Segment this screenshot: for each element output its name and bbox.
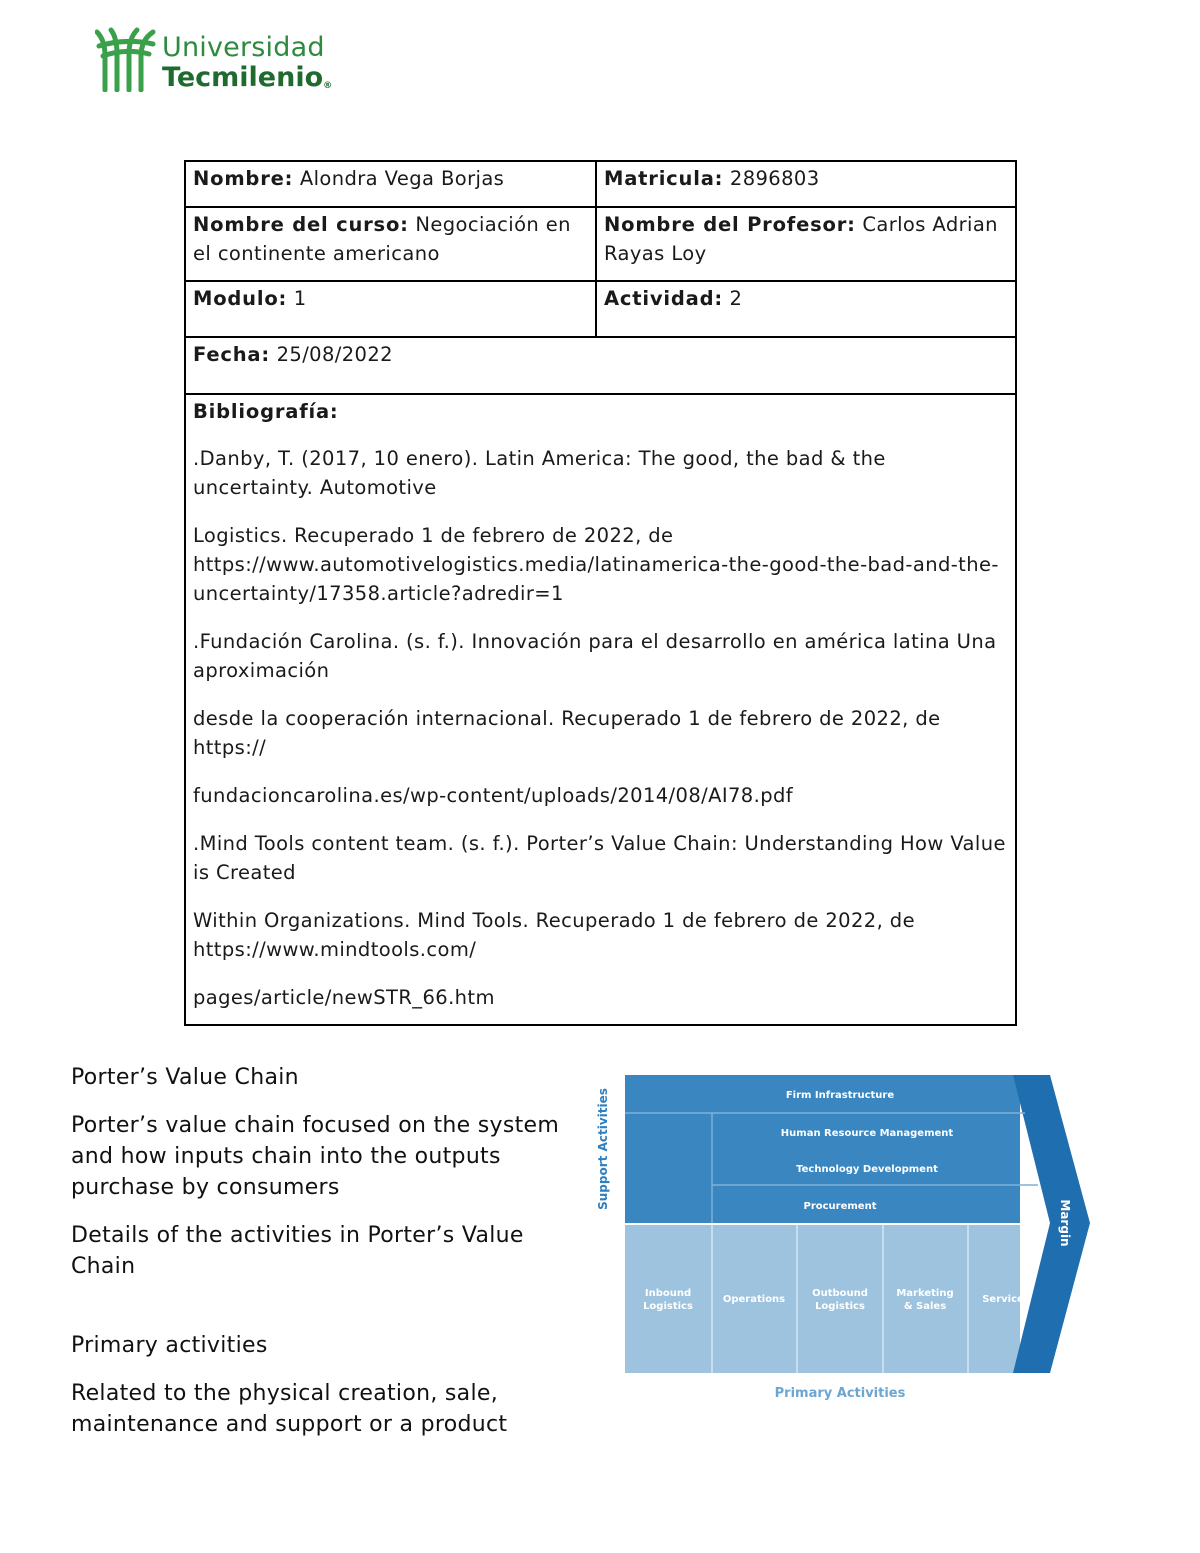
- support-procurement: Procurement: [803, 1201, 877, 1212]
- bib-entry: Within Organizations. Mind Tools. Recuperado 1 de febrero de 2022, de https://www.mindtools.com/: [193, 909, 915, 961]
- fecha-label: Fecha:: [193, 343, 270, 366]
- matricula-label: Matricula:: [604, 167, 724, 190]
- primary-marketing-1: Marketing: [896, 1288, 954, 1299]
- support-human-resource: Human Resource Management: [780, 1128, 954, 1139]
- fecha-value: 25/08/2022: [276, 343, 393, 366]
- paragraph: Related to the physical creation, sale, maintenance and support or a product: [71, 1381, 508, 1437]
- nombre-label: Nombre:: [193, 167, 294, 190]
- curso-label: Nombre del curso:: [193, 213, 409, 236]
- actividad-value: 2: [729, 287, 743, 310]
- primary-marketing-2: & Sales: [903, 1301, 947, 1312]
- modulo-cell: [185, 281, 596, 337]
- primary-activities-label: Primary Activities: [774, 1386, 906, 1401]
- bib-entry: Logistics. Recuperado 1 de febrero de 2022, de https://www.automotivelogistics.media/latinamerica-the-good-the-bad-and-the-uncertainty/17358.article?adredir=1: [193, 524, 999, 605]
- section-heading: Porter’s Value Chain: [71, 1065, 299, 1090]
- actividad-cell: [596, 281, 1016, 337]
- paragraph: Porter’s value chain focused on the system and how inputs chain into the outputs purchase by consumers: [71, 1113, 560, 1200]
- student-info-table: [184, 160, 1017, 1026]
- primary-inbound-1: Inbound: [644, 1288, 692, 1299]
- profesor-label: Nombre del Profesor:: [604, 213, 856, 236]
- value-chain-diagram: [595, 1075, 1095, 1405]
- margin-label: Margin: [1058, 1199, 1072, 1247]
- nombre-value: Alondra Vega Borjas: [299, 167, 505, 190]
- modulo-label: Modulo:: [193, 287, 288, 310]
- logo-leaf-icon: [95, 26, 157, 92]
- paragraph: Primary activities: [71, 1333, 268, 1358]
- bib-entry: fundacioncarolina.es/wp-content/uploads/2014/08/AI78.pdf: [193, 784, 794, 807]
- fecha-cell: [185, 337, 1016, 394]
- matricula-value: 2896803: [729, 167, 820, 190]
- value-chain-svg: [595, 1075, 1095, 1405]
- bib-entry: desde la cooperación internacional. Recuperado 1 de febrero de 2022, de https://: [193, 707, 941, 759]
- bibliografia-label: Bibliografía:: [193, 400, 339, 423]
- modulo-value: 1: [293, 287, 307, 310]
- profesor-cell: [596, 207, 1016, 281]
- primary-outbound-2: Logistics: [815, 1301, 865, 1312]
- bibliografia-cell: [185, 394, 1016, 1025]
- primary-operations: Operations: [722, 1294, 786, 1305]
- logo-line-1: Universidad: [162, 32, 325, 63]
- curso-cell: [185, 207, 596, 281]
- support-technology: Technology Development: [796, 1164, 938, 1175]
- primary-inbound-2: Logistics: [643, 1301, 693, 1312]
- support-firm-infrastructure: Firm Infrastructure: [785, 1090, 895, 1101]
- primary-service: Service: [982, 1294, 1024, 1305]
- support-activities-label: Support Activities: [596, 1088, 610, 1210]
- bib-entry: .Danby, T. (2017, 10 enero). Latin America: The good, the bad & the uncertainty. Automotive: [193, 447, 886, 499]
- primary-block: [625, 1225, 1020, 1373]
- paragraph: Details of the activities in Porter’s Value Chain: [71, 1223, 524, 1279]
- nombre-cell: [185, 161, 596, 207]
- actividad-label: Actividad:: [604, 287, 723, 310]
- bib-entry: .Fundación Carolina. (s. f.). Innovación para el desarrollo en américa latina Una aproximación: [193, 630, 997, 682]
- logo-line-2: Tecmilenio®: [162, 62, 333, 93]
- bib-entry: .Mind Tools content team. (s. f.). Porter’s Value Chain: Understanding How Value is Created: [193, 832, 1006, 884]
- primary-outbound-1: Outbound: [812, 1288, 868, 1299]
- profesor-value: Carlos Adrian Rayas Loy: [604, 213, 998, 265]
- body-text: [71, 1062, 571, 1457]
- university-logo: [95, 26, 345, 96]
- curso-value: Negociación en el continente americano: [193, 213, 571, 265]
- matricula-cell: [596, 161, 1016, 207]
- bib-entry: pages/article/newSTR_66.htm: [193, 986, 495, 1009]
